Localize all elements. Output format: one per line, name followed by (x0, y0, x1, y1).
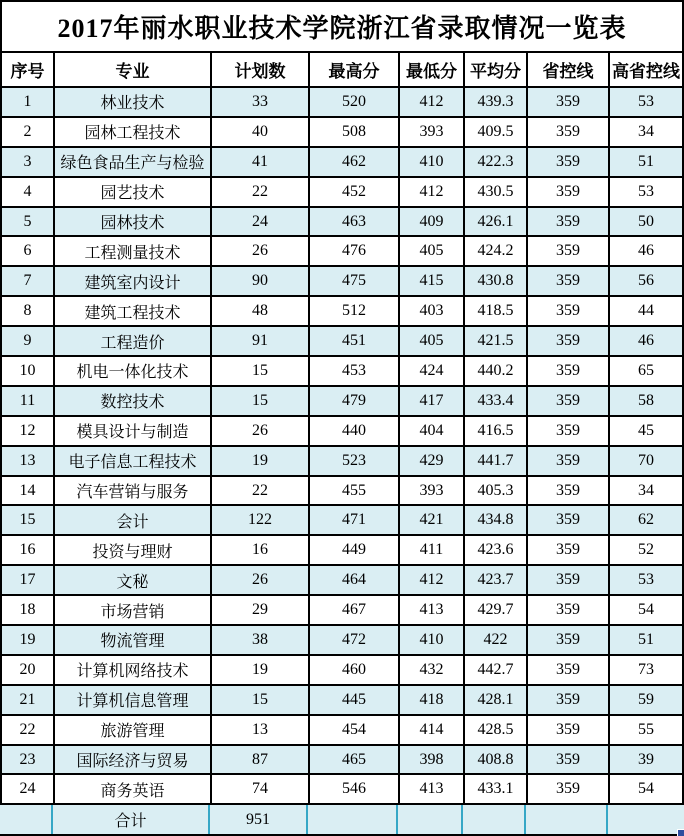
cell-major: 建筑室内设计 (55, 267, 212, 295)
cell-min-score: 405 (400, 327, 465, 355)
table-row (0, 746, 684, 776)
cell-no: 7 (2, 267, 55, 295)
cell-above-line: 34 (638, 122, 654, 140)
cell-min-score: 398 (400, 746, 465, 774)
table-row (0, 506, 684, 536)
cell-avg-score: 433.1 (465, 775, 528, 803)
cell-max-score: 460 (310, 656, 400, 684)
cell-avg-score: 423.6 (465, 536, 528, 564)
cell-control-line: 359 (528, 477, 610, 505)
cell-avg-score: 426.1 (465, 208, 528, 236)
cell-control-line: 359 (528, 327, 610, 355)
cell-avg-score: 434.8 (465, 506, 528, 534)
header-cell-major: 专业 (55, 53, 212, 86)
page-title: 2017年丽水职业技术学院浙江省录取情况一览表 (0, 2, 684, 53)
cell-max-score: 464 (310, 566, 400, 594)
total-cell-above-line (608, 805, 684, 834)
cell-avg-score: 421.5 (465, 327, 528, 355)
cell-max-score: 520 (310, 88, 400, 116)
cell-avg-score: 439.3 (465, 88, 528, 116)
cell-no: 8 (2, 297, 55, 325)
cell-major: 模具设计与制造 (55, 417, 212, 445)
total-cell-min-score (398, 805, 463, 834)
cell-avg-score: 423.7 (465, 566, 528, 594)
cell-above-line: 56 (638, 272, 654, 290)
cell-above-line: 53 (638, 182, 654, 200)
cell-plan: 33 (212, 88, 310, 116)
cell-control-line: 359 (528, 417, 610, 445)
cell-max-score: 445 (310, 686, 400, 714)
header-cell-plan: 计划数 (212, 53, 310, 86)
cell-above-line: 46 (638, 242, 654, 260)
cell-avg-score: 416.5 (465, 417, 528, 445)
cell-no: 18 (2, 596, 55, 624)
cell-min-score: 410 (400, 626, 465, 654)
cell-major: 绿色食品生产与检验 (55, 148, 212, 176)
cell-above-line: 53 (638, 571, 654, 589)
cell-control-line: 359 (528, 775, 610, 803)
cell-avg-score: 441.7 (465, 447, 528, 475)
cell-above-line: 55 (638, 720, 654, 738)
cell-avg-score: 428.5 (465, 716, 528, 744)
cell-plan: 87 (212, 746, 310, 774)
table-row (0, 686, 684, 716)
cell-avg-score: 418.5 (465, 297, 528, 325)
cell-min-score: 412 (400, 178, 465, 206)
cell-min-score: 413 (400, 775, 465, 803)
cell-above-line: 65 (638, 361, 654, 379)
cell-major: 林业技术 (55, 88, 212, 116)
table-row (0, 596, 684, 626)
cell-min-score: 409 (400, 208, 465, 236)
cell-major: 园林技术 (55, 208, 212, 236)
total-cell-control-line (526, 805, 608, 834)
cell-no: 1 (2, 88, 55, 116)
table-row (0, 178, 684, 208)
table-row (0, 297, 684, 327)
cell-avg-score: 405.3 (465, 477, 528, 505)
cell-above-line: 34 (638, 481, 654, 499)
cell-control-line: 359 (528, 746, 610, 774)
cell-major: 计算机信息管理 (55, 686, 212, 714)
cell-min-score: 424 (400, 357, 465, 385)
cell-major: 汽车营销与服务 (55, 477, 212, 505)
cell-no: 15 (2, 506, 55, 534)
cell-control-line: 359 (528, 447, 610, 475)
cell-control-line: 359 (528, 656, 610, 684)
cell-above-line: 50 (638, 212, 654, 230)
cell-min-score: 412 (400, 566, 465, 594)
cell-plan: 40 (212, 118, 310, 146)
cell-above-line: 54 (638, 780, 654, 798)
cell-major: 工程测量技术 (55, 237, 212, 265)
cell-control-line: 359 (528, 716, 610, 744)
cell-plan: 29 (212, 596, 310, 624)
cell-min-score: 393 (400, 118, 465, 146)
cell-control-line: 359 (528, 208, 610, 236)
cell-no: 23 (2, 746, 55, 774)
cell-no: 9 (2, 327, 55, 355)
cell-plan: 24 (212, 208, 310, 236)
cell-no: 20 (2, 656, 55, 684)
cell-no: 17 (2, 566, 55, 594)
cell-control-line: 359 (528, 686, 610, 714)
cell-above-line: 59 (638, 690, 654, 708)
total-cell-label: 合计 (53, 805, 210, 834)
cell-above-line: 73 (638, 660, 654, 678)
cell-min-score: 404 (400, 417, 465, 445)
cell-avg-score: 422 (465, 626, 528, 654)
header-cell-avg-score: 平均分 (465, 53, 528, 86)
cell-avg-score: 430.8 (465, 267, 528, 295)
cell-control-line: 359 (528, 536, 610, 564)
table-row (0, 417, 684, 447)
cell-avg-score: 424.2 (465, 237, 528, 265)
cell-plan: 91 (212, 327, 310, 355)
cell-control-line: 359 (528, 297, 610, 325)
header-cell-above-line: 高省控线 (612, 62, 680, 81)
cell-control-line: 359 (528, 626, 610, 654)
cell-plan: 41 (212, 148, 310, 176)
cell-no: 22 (2, 716, 55, 744)
cell-max-score: 475 (310, 267, 400, 295)
total-row (0, 805, 684, 836)
table-row (0, 327, 684, 357)
cell-above-line: 62 (638, 511, 654, 529)
cell-max-score: 463 (310, 208, 400, 236)
cell-plan: 15 (212, 357, 310, 385)
header-cell-control-line: 省控线 (528, 53, 610, 86)
cell-no: 14 (2, 477, 55, 505)
cell-max-score: 512 (310, 297, 400, 325)
cell-major: 工程造价 (55, 327, 212, 355)
cell-plan: 74 (212, 775, 310, 803)
cell-control-line: 359 (528, 267, 610, 295)
cell-above-line: 39 (638, 750, 654, 768)
cell-major: 机电一体化技术 (55, 357, 212, 385)
cell-no: 6 (2, 237, 55, 265)
total-cell-max-score (308, 805, 398, 834)
cell-plan: 90 (212, 267, 310, 295)
cell-min-score: 405 (400, 237, 465, 265)
cell-max-score: 472 (310, 626, 400, 654)
total-cell-no (0, 805, 53, 834)
cell-avg-score: 442.7 (465, 656, 528, 684)
cell-major: 物流管理 (55, 626, 212, 654)
cell-min-score: 415 (400, 267, 465, 295)
cell-plan: 26 (212, 417, 310, 445)
cell-min-score: 410 (400, 148, 465, 176)
cell-major: 旅游管理 (55, 716, 212, 744)
cell-avg-score: 440.2 (465, 357, 528, 385)
cell-control-line: 359 (528, 357, 610, 385)
cell-control-line: 359 (528, 566, 610, 594)
cell-above-line: 45 (638, 421, 654, 439)
cell-min-score: 413 (400, 596, 465, 624)
cell-control-line: 359 (528, 88, 610, 116)
header-row (0, 53, 684, 88)
table-row (0, 208, 684, 238)
cell-plan: 15 (212, 387, 310, 415)
cell-control-line: 359 (528, 118, 610, 146)
table-row (0, 267, 684, 297)
cell-no: 12 (2, 417, 55, 445)
cell-max-score: 508 (310, 118, 400, 146)
cell-plan: 122 (212, 506, 310, 534)
cell-max-score: 455 (310, 477, 400, 505)
table-row (0, 88, 684, 118)
cell-plan: 15 (212, 686, 310, 714)
cell-max-score: 440 (310, 417, 400, 445)
cell-avg-score: 428.1 (465, 686, 528, 714)
cell-major: 市场营销 (55, 596, 212, 624)
cell-control-line: 359 (528, 148, 610, 176)
cell-plan: 26 (212, 566, 310, 594)
table-row (0, 148, 684, 178)
cell-no: 13 (2, 447, 55, 475)
table-row (0, 775, 684, 805)
cell-max-score: 453 (310, 357, 400, 385)
total-cell-avg-score (463, 805, 526, 834)
cell-max-score: 452 (310, 178, 400, 206)
cell-max-score: 479 (310, 387, 400, 415)
table-row (0, 626, 684, 656)
cell-plan: 22 (212, 178, 310, 206)
table-row (0, 656, 684, 686)
table-row (0, 357, 684, 387)
cell-avg-score: 409.5 (465, 118, 528, 146)
cell-avg-score: 430.5 (465, 178, 528, 206)
cell-min-score: 432 (400, 656, 465, 684)
cell-max-score: 449 (310, 536, 400, 564)
header-cell-min-score: 最低分 (400, 53, 465, 86)
table-row (0, 477, 684, 507)
cell-above-line: 54 (638, 601, 654, 619)
cell-above-line: 70 (638, 451, 654, 469)
header-cell-max-score: 最高分 (310, 53, 400, 86)
table-row (0, 387, 684, 417)
cell-min-score: 403 (400, 297, 465, 325)
cell-max-score: 451 (310, 327, 400, 355)
table-row (0, 566, 684, 596)
cell-control-line: 359 (528, 387, 610, 415)
cell-above-line: 51 (638, 630, 654, 648)
cell-min-score: 429 (400, 447, 465, 475)
cell-no: 5 (2, 208, 55, 236)
cell-major: 国际经济与贸易 (55, 746, 212, 774)
cell-avg-score: 422.3 (465, 148, 528, 176)
table-row (0, 237, 684, 267)
cell-max-score: 523 (310, 447, 400, 475)
cell-no: 16 (2, 536, 55, 564)
cell-above-line: 58 (638, 391, 654, 409)
table-row (0, 716, 684, 746)
cell-plan: 26 (212, 237, 310, 265)
cell-above-line: 44 (638, 302, 654, 320)
cell-control-line: 359 (528, 596, 610, 624)
total-cell-plan: 951 (210, 805, 308, 834)
table-body (0, 88, 684, 805)
cell-major: 建筑工程技术 (55, 297, 212, 325)
cell-plan: 22 (212, 477, 310, 505)
cell-max-score: 454 (310, 716, 400, 744)
cell-min-score: 418 (400, 686, 465, 714)
cell-min-score: 412 (400, 88, 465, 116)
cell-max-score: 546 (310, 775, 400, 803)
cell-major: 计算机网络技术 (55, 656, 212, 684)
cell-major: 文秘 (55, 566, 212, 594)
cell-plan: 19 (212, 656, 310, 684)
cell-plan: 13 (212, 716, 310, 744)
cell-min-score: 393 (400, 477, 465, 505)
cell-no: 11 (2, 387, 55, 415)
cell-above-line: 52 (638, 541, 654, 559)
cell-no: 10 (2, 357, 55, 385)
cell-min-score: 411 (400, 536, 465, 564)
table-row (0, 536, 684, 566)
cell-avg-score: 433.4 (465, 387, 528, 415)
cell-control-line: 359 (528, 506, 610, 534)
cell-min-score: 421 (400, 506, 465, 534)
cell-min-score: 417 (400, 387, 465, 415)
table-row (0, 447, 684, 477)
cell-major: 园艺技术 (55, 178, 212, 206)
cell-plan: 19 (212, 447, 310, 475)
cell-major: 投资与理财 (55, 536, 212, 564)
cell-min-score: 414 (400, 716, 465, 744)
cell-control-line: 359 (528, 178, 610, 206)
cell-plan: 48 (212, 297, 310, 325)
cell-avg-score: 408.8 (465, 746, 528, 774)
cell-no: 3 (2, 148, 55, 176)
cell-control-line: 359 (528, 237, 610, 265)
cell-major: 电子信息工程技术 (55, 447, 212, 475)
cell-major: 数控技术 (55, 387, 212, 415)
excel-fill-handle[interactable] (677, 829, 684, 836)
cell-major: 园林工程技术 (55, 118, 212, 146)
cell-max-score: 467 (310, 596, 400, 624)
cell-above-line: 51 (638, 152, 654, 170)
cell-plan: 38 (212, 626, 310, 654)
cell-max-score: 476 (310, 237, 400, 265)
cell-max-score: 471 (310, 506, 400, 534)
cell-major: 商务英语 (55, 775, 212, 803)
cell-no: 21 (2, 686, 55, 714)
cell-no: 2 (2, 118, 55, 146)
cell-avg-score: 429.7 (465, 596, 528, 624)
cell-max-score: 462 (310, 148, 400, 176)
cell-major: 会计 (55, 506, 212, 534)
cell-plan: 16 (212, 536, 310, 564)
cell-max-score: 465 (310, 746, 400, 774)
cell-no: 24 (2, 775, 55, 803)
table-row (0, 118, 684, 148)
cell-no: 4 (2, 178, 55, 206)
cell-no: 19 (2, 626, 55, 654)
header-cell-no: 序号 (2, 53, 55, 86)
cell-above-line: 46 (638, 332, 654, 350)
cell-above-line: 53 (638, 92, 654, 110)
